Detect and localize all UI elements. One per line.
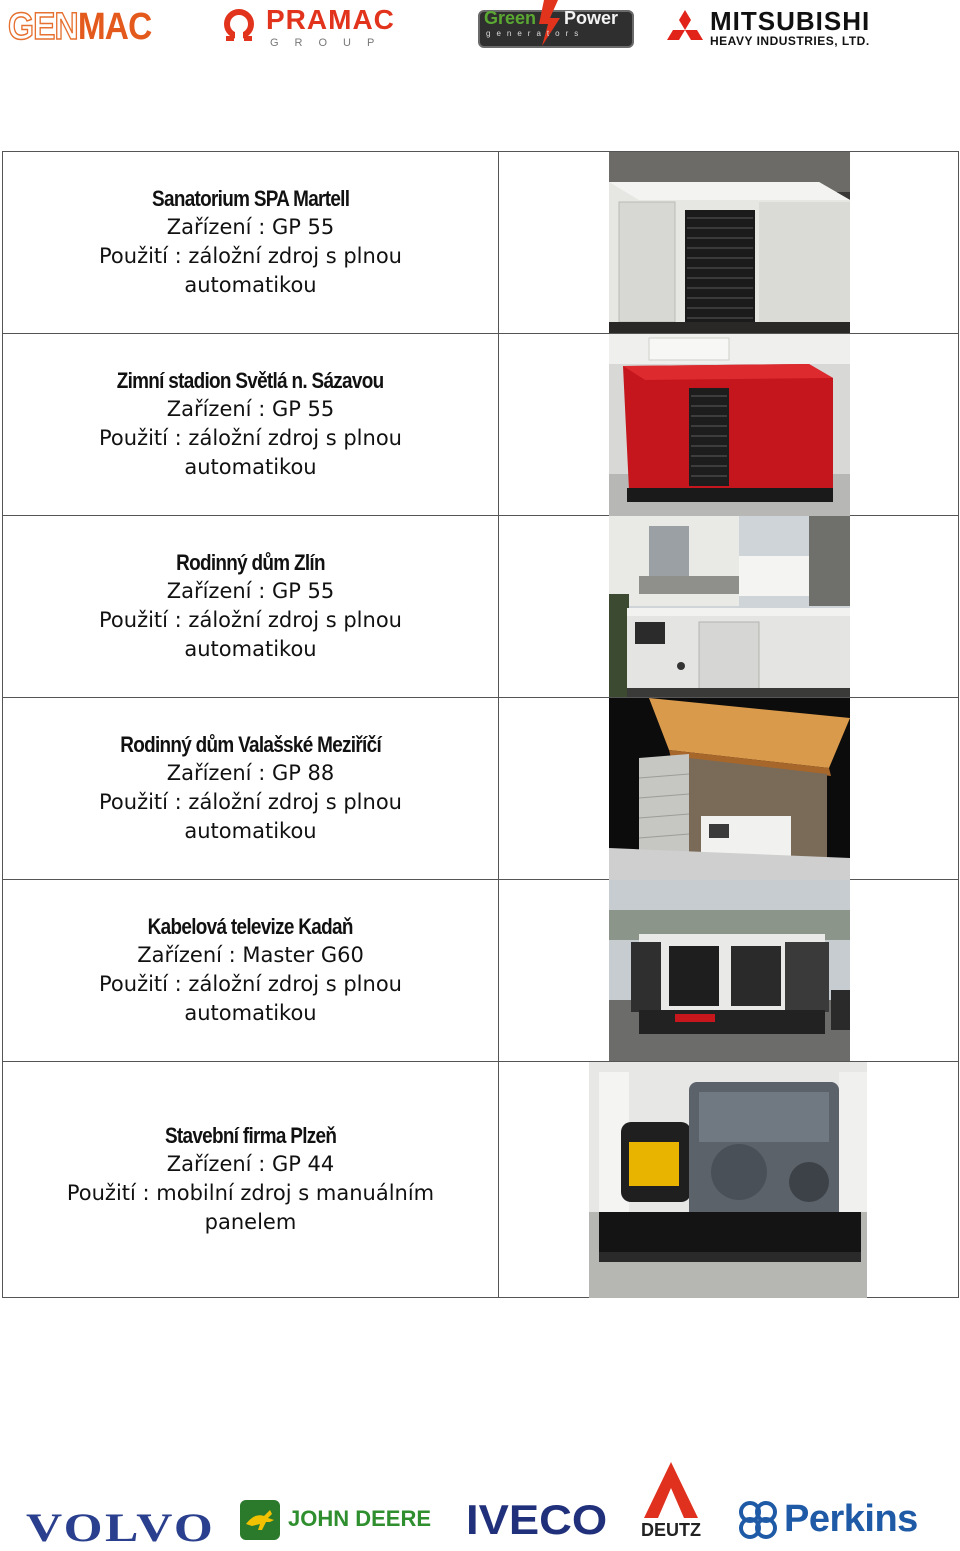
reference-usage-cont: automatikou <box>184 273 317 297</box>
reference-site-name: Rodinný dům Zlín <box>176 550 325 575</box>
pramac-logo-name: PRAMAC <box>266 4 395 35</box>
reference-photo-cell <box>499 334 959 516</box>
generator-photo-1 <box>609 152 850 333</box>
iveco-logo: IVECO <box>466 1496 608 1543</box>
generator-photo-4 <box>609 698 850 880</box>
reference-device: Zařízení : GP 55 <box>166 579 335 603</box>
generator-photo-5 <box>609 880 850 1061</box>
reference-text-cell <box>3 152 499 334</box>
reference-text-cell <box>3 516 499 698</box>
reference-usage-cont: automatikou <box>184 819 317 843</box>
reference-usage: Použití : záložní zdroj s plnou <box>99 608 402 632</box>
reference-photo-cell <box>499 880 959 1062</box>
reference-usage-cont: automatikou <box>184 455 317 479</box>
deutz-logo <box>630 1462 712 1542</box>
header-logo-bar <box>0 0 960 55</box>
reference-device: Zařízení : Master G60 <box>137 943 364 967</box>
deer-icon <box>244 1506 276 1534</box>
green-power-logo <box>478 4 636 50</box>
reference-photo-cell <box>499 516 959 698</box>
perkins-text: Perkins <box>784 1498 918 1540</box>
generator-photo-2 <box>609 334 850 516</box>
table-row <box>3 334 959 516</box>
generator-photo-3 <box>609 516 850 697</box>
green-power-logo-sub: generators <box>486 29 585 38</box>
genmac-logo <box>8 4 186 50</box>
mitsubishi-diamonds-icon <box>664 10 706 48</box>
genmac-logo-part1: GEN <box>8 6 78 48</box>
reference-usage: Použití : záložní zdroj s plnou <box>99 790 402 814</box>
reference-device: Zařízení : GP 44 <box>166 1152 335 1176</box>
table-row <box>3 152 959 334</box>
perkins-logo <box>738 1498 948 1544</box>
reference-photo-cell <box>499 1062 959 1298</box>
john-deere-text: JOHN DEERE <box>288 1506 432 1531</box>
reference-site-name: Kabelová televize Kadaň <box>147 914 354 939</box>
reference-usage: Použití : záložní zdroj s plnou <box>99 244 402 268</box>
mitsubishi-logo-line1: MITSUBISHI <box>710 6 871 36</box>
references-table <box>2 151 959 1298</box>
table-row <box>3 698 959 880</box>
deutz-flame-icon <box>644 1462 698 1518</box>
reference-usage-cont: automatikou <box>184 1001 317 1025</box>
reference-usage-cont: automatikou <box>184 637 317 661</box>
volvo-logo: VOLVO <box>26 1505 216 1550</box>
footer-logo-bar <box>0 1460 960 1550</box>
pramac-logo-sub: GROUP <box>270 37 391 49</box>
deutz-text: DEUTZ <box>641 1520 701 1540</box>
genmac-logo-part2: MAC <box>77 6 152 48</box>
reference-photo-cell <box>499 698 959 880</box>
pramac-mark-icon <box>222 8 256 42</box>
reference-usage: Použití : mobilní zdroj s manuálním <box>66 1181 435 1205</box>
reference-site-name: Stavební firma Plzeň <box>164 1123 337 1148</box>
reference-text-cell <box>3 698 499 880</box>
reference-device: Zařízení : GP 88 <box>166 761 335 785</box>
perkins-emblem-icon <box>738 1500 778 1540</box>
green-power-logo-green: Green <box>484 8 537 28</box>
reference-usage: Použití : záložní zdroj s plnou <box>99 426 402 450</box>
john-deere-logo <box>240 1500 432 1542</box>
reference-text-cell <box>3 334 499 516</box>
mitsubishi-logo <box>664 4 932 50</box>
reference-site-name: Rodinný dům Valašské Meziříčí <box>120 732 381 757</box>
lightning-bolt-icon <box>536 0 564 46</box>
reference-text-cell <box>3 1062 499 1298</box>
reference-text-cell <box>3 880 499 1062</box>
pramac-logo <box>222 4 420 50</box>
table-row <box>3 1062 959 1298</box>
reference-device: Zařízení : GP 55 <box>166 397 335 421</box>
table-row <box>3 516 959 698</box>
generator-photo-6 <box>589 1062 867 1298</box>
reference-usage-cont: panelem <box>204 1210 297 1234</box>
reference-site-name: Sanatorium SPA Martell <box>151 186 350 211</box>
reference-photo-cell <box>499 152 959 334</box>
table-row <box>3 880 959 1062</box>
reference-site-name: Zimní stadion Světlá n. Sázavou <box>117 368 384 393</box>
reference-device: Zařízení : GP 55 <box>166 215 335 239</box>
mitsubishi-logo-line2: HEAVY INDUSTRIES, LTD. <box>710 34 870 48</box>
reference-usage: Použití : záložní zdroj s plnou <box>99 972 402 996</box>
green-power-logo-power: Power <box>564 8 619 28</box>
